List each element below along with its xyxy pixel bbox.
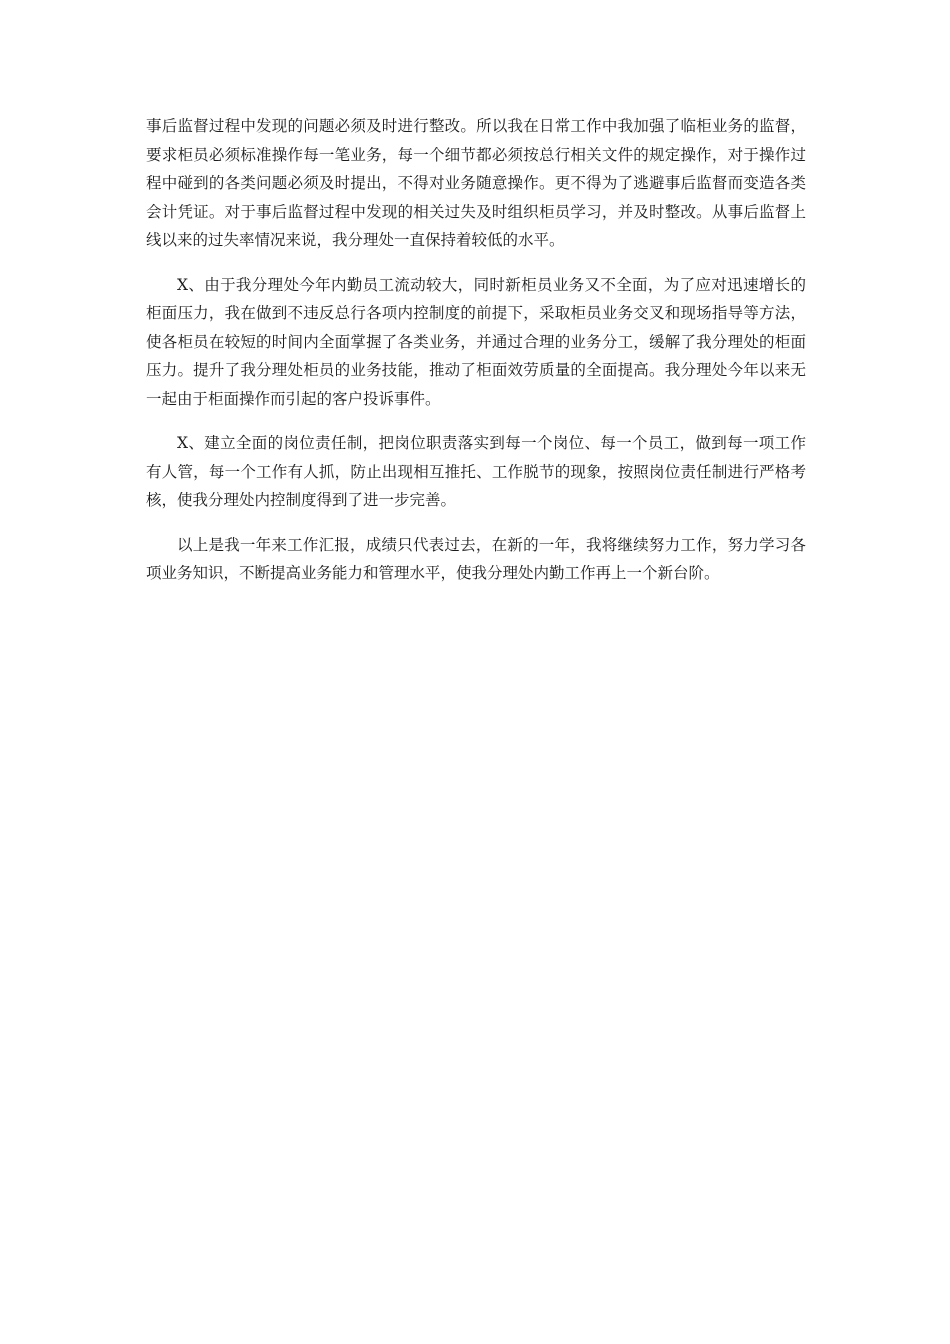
paragraph-staff-training: X、由于我分理处今年内勤员工流动较大，同时新柜员业务又不全面，为了应对迅速增长的柜面压力，我在做到不违反总行各项内控制度的前提下，采取柜员业务交叉和现场指导等方法，使各柜员在较短的时间内全面掌握了各类业务，并通过合理的业务分工，缓解了我分理处的柜面压力。提升了我分理处柜员的业务技能，推动了柜面效劳质量的全面提高。我分理处今年以来无一起由于柜面操作而引起的客户投诉事件。 [146, 275, 806, 408]
paragraph-conclusion: 以上是我一年来工作汇报，成绩只代表过去，在新的一年，我将继续努力工作，努力学习各项业务知识，不断提高业务能力和管理水平，使我分理处内勤工作再上一个新台阶。 [146, 535, 806, 582]
paragraph-responsibility-system: X、建立全面的岗位责任制，把岗位职责落实到每一个岗位、每一个员工，做到每一项工作有人管，每一个工作有人抓，防止出现相互推托、工作脱节的现象，按照岗位责任制进行严格考核，使我分理处内控制度得到了进一步完善。 [146, 434, 806, 509]
document-body [146, 112, 806, 604]
paragraph-continuation: 事后监督过程中发现的问题必须及时进行整改。所以我在日常工作中我加强了临柜业务的监督，要求柜员必须标准操作每一笔业务，每一个细节都必须按总行相关文件的规定操作，对于操作过程中碰到的各类问题必须及时提出，不得对业务随意操作。更不得为了逃避事后监督而变造各类会计凭证。对于事后监督过程中发现的相关过失及时组织柜员学习，并及时整改。从事后监督上线以来的过失率情况来说，我分理处一直保持着较低的水平。 [146, 117, 806, 249]
